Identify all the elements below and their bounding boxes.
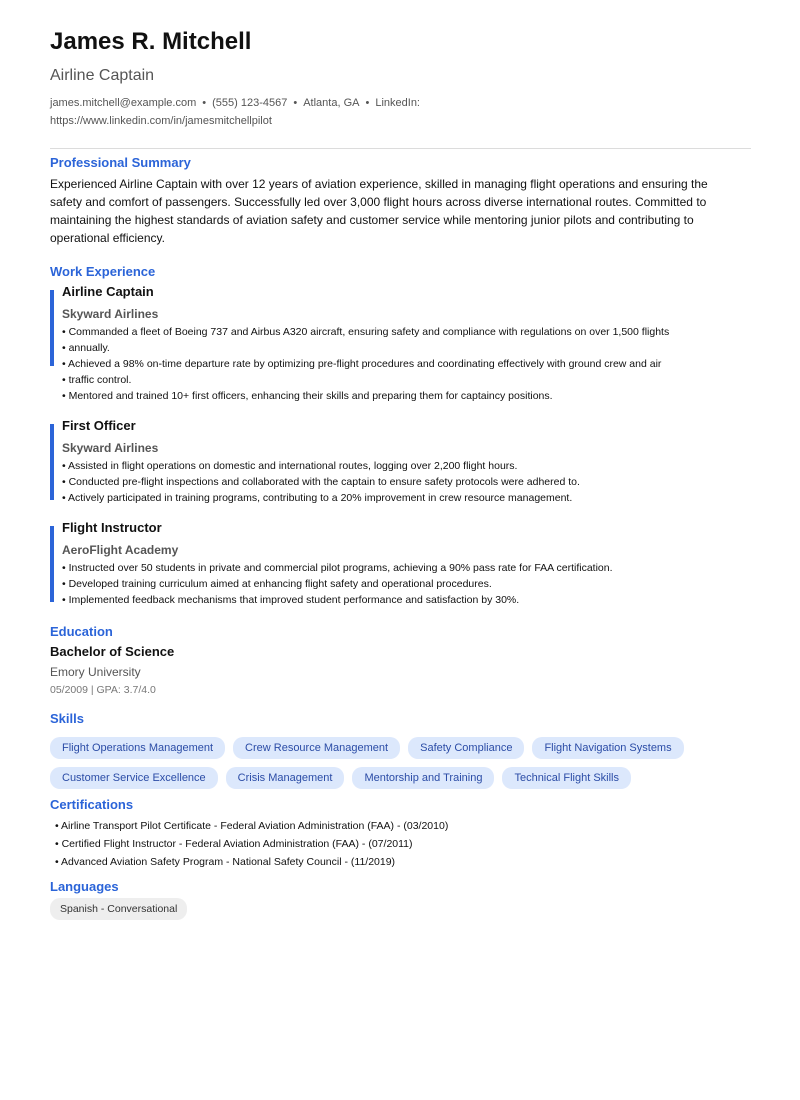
summary-heading: Professional Summary [50, 155, 191, 170]
candidate-role: Airline Captain [50, 67, 155, 84]
language-chip: Spanish - Conversational [50, 898, 187, 920]
skill-chip: Technical Flight Skills [502, 767, 631, 789]
job-entry [50, 418, 751, 506]
job-bullet: • traffic control. [62, 374, 132, 386]
separator-dot: • [202, 97, 207, 109]
skill-chip: Customer Service Excellence [50, 767, 218, 789]
candidate-name: James R. Mitchell [50, 28, 252, 55]
job-company: Skyward Airlines [62, 307, 159, 321]
degree: Bachelor of Science [50, 644, 175, 659]
job-company: AeroFlight Academy [62, 543, 179, 557]
skill-chip: Flight Operations Management [50, 737, 225, 759]
job-bullet: • annually. [62, 342, 110, 354]
job-bullet: • Developed training curriculum aimed at enhancing flight safety and operational procedures. [62, 578, 492, 590]
job-bullet: • Instructed over 50 students in private and commercial pilot programs, achieving a 90% pass rate for FAA certification. [62, 562, 613, 574]
job-bullet: • Achieved a 98% on-time departure rate by optimizing pre-flight procedures and coordinating effectively with ground crew and air [62, 358, 662, 370]
skills-list [50, 737, 690, 789]
skill-chip: Safety Compliance [408, 737, 524, 759]
job-bullets [62, 458, 751, 506]
certification-item: • Certified Flight Instructor - Federal Aviation Administration (FAA) - (07/2011) [55, 838, 413, 850]
job-title: Flight Instructor [62, 520, 162, 535]
education-heading: Education [50, 624, 113, 639]
job-bullet: • Implemented feedback mechanisms that improved student performance and satisfaction by 30%. [62, 594, 520, 606]
location: Atlanta, GA [303, 97, 360, 109]
skill-chip: Mentorship and Training [352, 767, 494, 789]
job-title: Airline Captain [62, 284, 154, 299]
skill-chip: Crisis Management [226, 767, 345, 789]
job-entry [50, 520, 751, 608]
header-divider [50, 148, 751, 149]
separator-dot: • [293, 97, 298, 109]
separator-dot: • [365, 97, 370, 109]
job-entry [50, 284, 751, 404]
phone-number: (555) 123-4567 [212, 97, 288, 109]
linkedin-label: LinkedIn: [375, 97, 420, 109]
job-bullet: • Commanded a fleet of Boeing 737 and Airbus A320 aircraft, ensuring safety and compliance with regulations on over 1,500 flights [62, 326, 670, 338]
linkedin-link[interactable]: https://www.linkedin.com/in/jamesmitchellpilot [50, 115, 272, 127]
resume-page [50, 28, 751, 920]
certification-item: • Advanced Aviation Safety Program - National Safety Council - (11/2019) [55, 856, 396, 868]
job-accent-bar [50, 290, 54, 366]
contact-info [50, 94, 751, 130]
job-bullet: • Assisted in flight operations on domestic and international routes, logging over 2,200 flight hours. [62, 460, 518, 472]
skill-chip: Flight Navigation Systems [532, 737, 683, 759]
certification-item: • Airline Transport Pilot Certificate - Federal Aviation Administration (FAA) - (03/2010) [55, 820, 449, 832]
job-bullets [62, 324, 751, 404]
job-company: Skyward Airlines [62, 441, 159, 455]
job-bullet: • Conducted pre-flight inspections and collaborated with the captain to ensure safety protocols were adhered to. [62, 476, 580, 488]
education-meta: 05/2009 | GPA: 3.7/4.0 [50, 684, 156, 696]
job-bullets [62, 560, 751, 608]
job-accent-bar [50, 424, 54, 500]
skills-heading: Skills [50, 711, 84, 726]
languages-heading: Languages [50, 879, 119, 894]
job-title: First Officer [62, 418, 136, 433]
school-name: Emory University [50, 665, 141, 679]
job-bullet: • Actively participated in training programs, contributing to a 20% improvement in crew resource management. [62, 492, 573, 504]
certifications-list [50, 817, 751, 871]
email-link[interactable]: james.mitchell@example.com [50, 97, 197, 109]
skill-chip: Crew Resource Management [233, 737, 400, 759]
job-accent-bar [50, 526, 54, 602]
certifications-heading: Certifications [50, 797, 134, 812]
work-experience-heading: Work Experience [50, 264, 156, 279]
job-bullet: • Mentored and trained 10+ first officers, enhancing their skills and preparing them for captaincy positions. [62, 390, 553, 402]
summary-text: Experienced Airline Captain with over 12 years of aviation experience, skilled in managing flight operations and ensuring the safety and comfort of passengers. Successfully led over 3,000 flight hours across diverse international routes. Committed to maintaining the highest standards of aviation safety and customer service while mentoring junior pilots and contributing to operational efficiency. [50, 177, 708, 245]
